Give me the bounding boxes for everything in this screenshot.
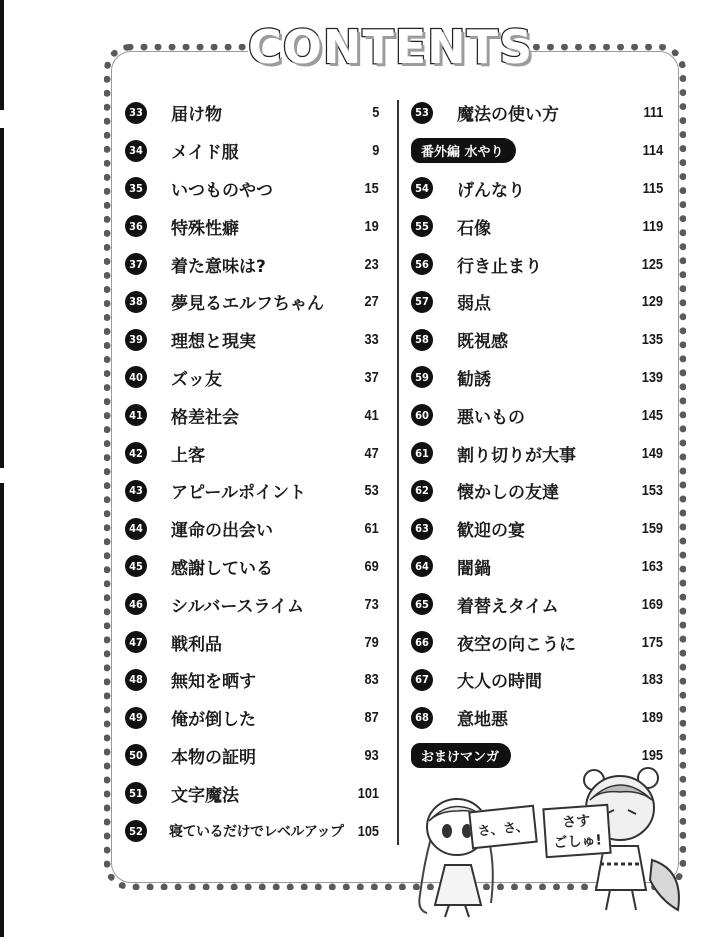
chapter-title: 勧誘 <box>457 369 491 390</box>
chapter-title: 着替えタイム <box>457 596 559 617</box>
toc-entry[interactable] <box>411 321 663 359</box>
page-number: 105 <box>357 822 379 840</box>
page-number: 9 <box>371 142 379 160</box>
toc-entry[interactable] <box>125 359 379 397</box>
page-number: 129 <box>641 293 663 311</box>
page-number: 79 <box>364 633 379 651</box>
chapter-title: 行き止まり <box>457 256 542 277</box>
toc-entry[interactable] <box>411 548 663 586</box>
chapter-title: 文字魔法 <box>171 785 239 806</box>
chapter-number: 67 <box>411 669 433 691</box>
chapter-number: 49 <box>125 707 147 729</box>
toc-entry[interactable] <box>411 472 663 510</box>
chapter-number: 43 <box>125 480 147 502</box>
sign-left-text: さ、さ、 <box>477 818 530 840</box>
page-number: 33 <box>364 331 379 349</box>
page-number: 183 <box>641 671 663 689</box>
chapter-number: 54 <box>411 177 433 199</box>
page-number: 153 <box>641 482 663 500</box>
page-number: 19 <box>364 217 379 235</box>
toc-entry[interactable] <box>411 661 663 699</box>
chapter-title: 無知を晒す <box>171 672 256 693</box>
toc-entry[interactable] <box>125 661 379 699</box>
sign-left <box>468 805 538 850</box>
page-title: CONTENTS <box>248 14 524 80</box>
page-number: 73 <box>364 595 379 613</box>
chapter-number: 47 <box>125 631 147 653</box>
page-number: 195 <box>641 746 663 764</box>
page-number: 5 <box>371 104 379 122</box>
page-number: 114 <box>642 142 663 160</box>
chapter-title: 歓迎の宴 <box>457 521 525 542</box>
page-number: 83 <box>364 671 379 689</box>
toc-entry[interactable] <box>125 623 379 661</box>
page-number: 111 <box>643 104 663 122</box>
chapter-number: 65 <box>411 593 433 615</box>
chapter-title: 割り切りが大事 <box>457 445 576 466</box>
toc-entry[interactable] <box>411 623 663 661</box>
toc-entry[interactable] <box>411 510 663 548</box>
toc-entry[interactable] <box>411 434 663 472</box>
chapter-title: 夢見るエルフちゃん <box>171 294 324 315</box>
chapter-title: 特殊性癖 <box>171 218 239 239</box>
chapter-title: 本物の証明 <box>171 747 256 768</box>
page-number: 27 <box>364 293 379 311</box>
chapter-number: 60 <box>411 404 433 426</box>
chapter-number: 42 <box>125 442 147 464</box>
chapter-number: 44 <box>125 518 147 540</box>
page-number: 149 <box>641 444 663 462</box>
chapter-title: 格差社会 <box>171 407 239 428</box>
page-number: 145 <box>641 406 663 424</box>
chapter-title: 闇鍋 <box>457 558 491 579</box>
bonus-manga-label: おまけマンガ <box>411 743 511 768</box>
chapter-number: 41 <box>125 404 147 426</box>
chapter-number: 51 <box>125 782 147 804</box>
page-number: 23 <box>364 255 379 273</box>
page-number: 93 <box>364 746 379 764</box>
page-number: 87 <box>364 709 379 727</box>
page-number: 159 <box>641 520 663 538</box>
page-number: 135 <box>641 331 663 349</box>
chapter-number: 38 <box>125 291 147 313</box>
binding-mark-bottom <box>0 483 4 937</box>
chapter-title: 感謝している <box>171 558 273 579</box>
chapter-title: げんなり <box>457 180 525 201</box>
chapter-title: 上客 <box>171 445 205 466</box>
toc-entry[interactable] <box>411 396 663 434</box>
chapter-number: 45 <box>125 555 147 577</box>
page-number: 115 <box>642 179 663 197</box>
toc-entry[interactable] <box>125 207 379 245</box>
chapter-number: 50 <box>125 744 147 766</box>
chapter-title: 理想と現実 <box>171 332 256 353</box>
page-number: 101 <box>357 784 379 802</box>
chapter-title: 寝ているだけでレベルアップ <box>169 824 344 841</box>
toc-entry[interactable] <box>125 132 379 170</box>
chapter-title: 大人の時間 <box>457 672 542 693</box>
page-number: 53 <box>364 482 379 500</box>
toc-entry[interactable] <box>125 585 379 623</box>
chapter-title: 弱点 <box>457 294 491 315</box>
toc-entry[interactable] <box>125 812 379 850</box>
page-number: 15 <box>364 179 379 197</box>
column-divider <box>397 100 399 845</box>
toc-entry[interactable] <box>125 510 379 548</box>
toc-entry[interactable] <box>411 359 663 397</box>
toc-entry[interactable] <box>125 774 379 812</box>
page-number: 119 <box>642 217 663 235</box>
page-number: 47 <box>364 444 379 462</box>
chapter-number: 63 <box>411 518 433 540</box>
chapter-number: 52 <box>125 820 147 842</box>
toc-entry[interactable] <box>125 472 379 510</box>
chapter-title: 着た意味は? <box>171 256 266 277</box>
chapter-number: 53 <box>411 102 433 124</box>
chapter-number: 68 <box>411 707 433 729</box>
chapter-title: 既視感 <box>457 332 508 353</box>
chapter-title: 懐かしの友達 <box>457 483 559 504</box>
chapter-number: 39 <box>125 329 147 351</box>
toc-entry[interactable] <box>125 170 379 208</box>
page-number: 41 <box>364 406 379 424</box>
page-number: 37 <box>364 368 379 386</box>
chapter-number: 61 <box>411 442 433 464</box>
chapter-number: 48 <box>125 669 147 691</box>
toc-entry[interactable] <box>411 283 663 321</box>
chapter-title: 運命の出会い <box>171 521 273 542</box>
toc-entry[interactable] <box>411 585 663 623</box>
page-number: 175 <box>641 633 663 651</box>
chapter-number: 34 <box>125 140 147 162</box>
chapter-number: 66 <box>411 631 433 653</box>
chapter-number: 33 <box>125 102 147 124</box>
toc-entry[interactable] <box>125 396 379 434</box>
toc-entry[interactable] <box>411 207 663 245</box>
page-number: 169 <box>641 595 663 613</box>
toc-entry[interactable] <box>125 737 379 775</box>
sign-right-text-line1: さす <box>561 813 591 831</box>
toc-entry[interactable] <box>125 434 379 472</box>
chapter-number: 64 <box>411 555 433 577</box>
chapter-title: 戦利品 <box>171 634 222 655</box>
page-number: 61 <box>364 520 379 538</box>
chapter-title: 俺が倒した <box>171 710 256 731</box>
chapter-title: 届け物 <box>171 105 222 126</box>
chapter-title: ズッ友 <box>171 369 222 390</box>
chapter-number: 35 <box>125 177 147 199</box>
chapter-title: 悪いもの <box>457 407 525 428</box>
binding-mark-middle <box>0 128 4 468</box>
toc-entry[interactable] <box>125 94 379 132</box>
extra-chapter-label: 番外編 水やり <box>411 138 516 163</box>
chapter-number: 59 <box>411 366 433 388</box>
chapter-title: 夜空の向こうに <box>457 634 576 655</box>
sign-right <box>542 804 611 858</box>
chapter-number: 36 <box>125 215 147 237</box>
chapter-number: 40 <box>125 366 147 388</box>
chapter-title: 意地悪 <box>457 710 508 731</box>
chapter-number: 57 <box>411 291 433 313</box>
chapter-number: 56 <box>411 253 433 275</box>
chapter-number: 46 <box>125 593 147 615</box>
toc-entry[interactable] <box>411 170 663 208</box>
chapter-title: シルバースライム <box>171 596 305 617</box>
toc-entry[interactable] <box>125 321 379 359</box>
chapter-title: メイド服 <box>171 143 239 164</box>
chapter-number: 55 <box>411 215 433 237</box>
page-number: 139 <box>641 368 663 386</box>
toc-entry[interactable] <box>125 245 379 283</box>
chapter-number: 62 <box>411 480 433 502</box>
binding-mark-top <box>0 0 4 110</box>
toc-left-column <box>125 94 379 850</box>
chapter-title: いつものやつ <box>171 180 273 201</box>
page-number: 69 <box>364 557 379 575</box>
toc-entry[interactable] <box>411 245 663 283</box>
page-number: 163 <box>641 557 663 575</box>
chapter-title: アピールポイント <box>171 483 306 504</box>
chapter-title: 魔法の使い方 <box>457 105 559 126</box>
page-number: 189 <box>641 709 663 727</box>
chapter-number: 58 <box>411 329 433 351</box>
page-number: 125 <box>641 255 663 273</box>
sign-right-text-line2: ごしゅ! <box>553 832 603 852</box>
toc-entry[interactable] <box>125 699 379 737</box>
toc-extra-entry[interactable] <box>411 132 663 170</box>
toc-entry[interactable] <box>411 94 663 132</box>
toc-right-column <box>411 94 663 774</box>
chapter-title: 石像 <box>457 218 491 239</box>
chapter-number: 37 <box>125 253 147 275</box>
toc-entry[interactable] <box>125 548 379 586</box>
toc-entry[interactable] <box>125 283 379 321</box>
toc-entry[interactable] <box>411 699 663 737</box>
